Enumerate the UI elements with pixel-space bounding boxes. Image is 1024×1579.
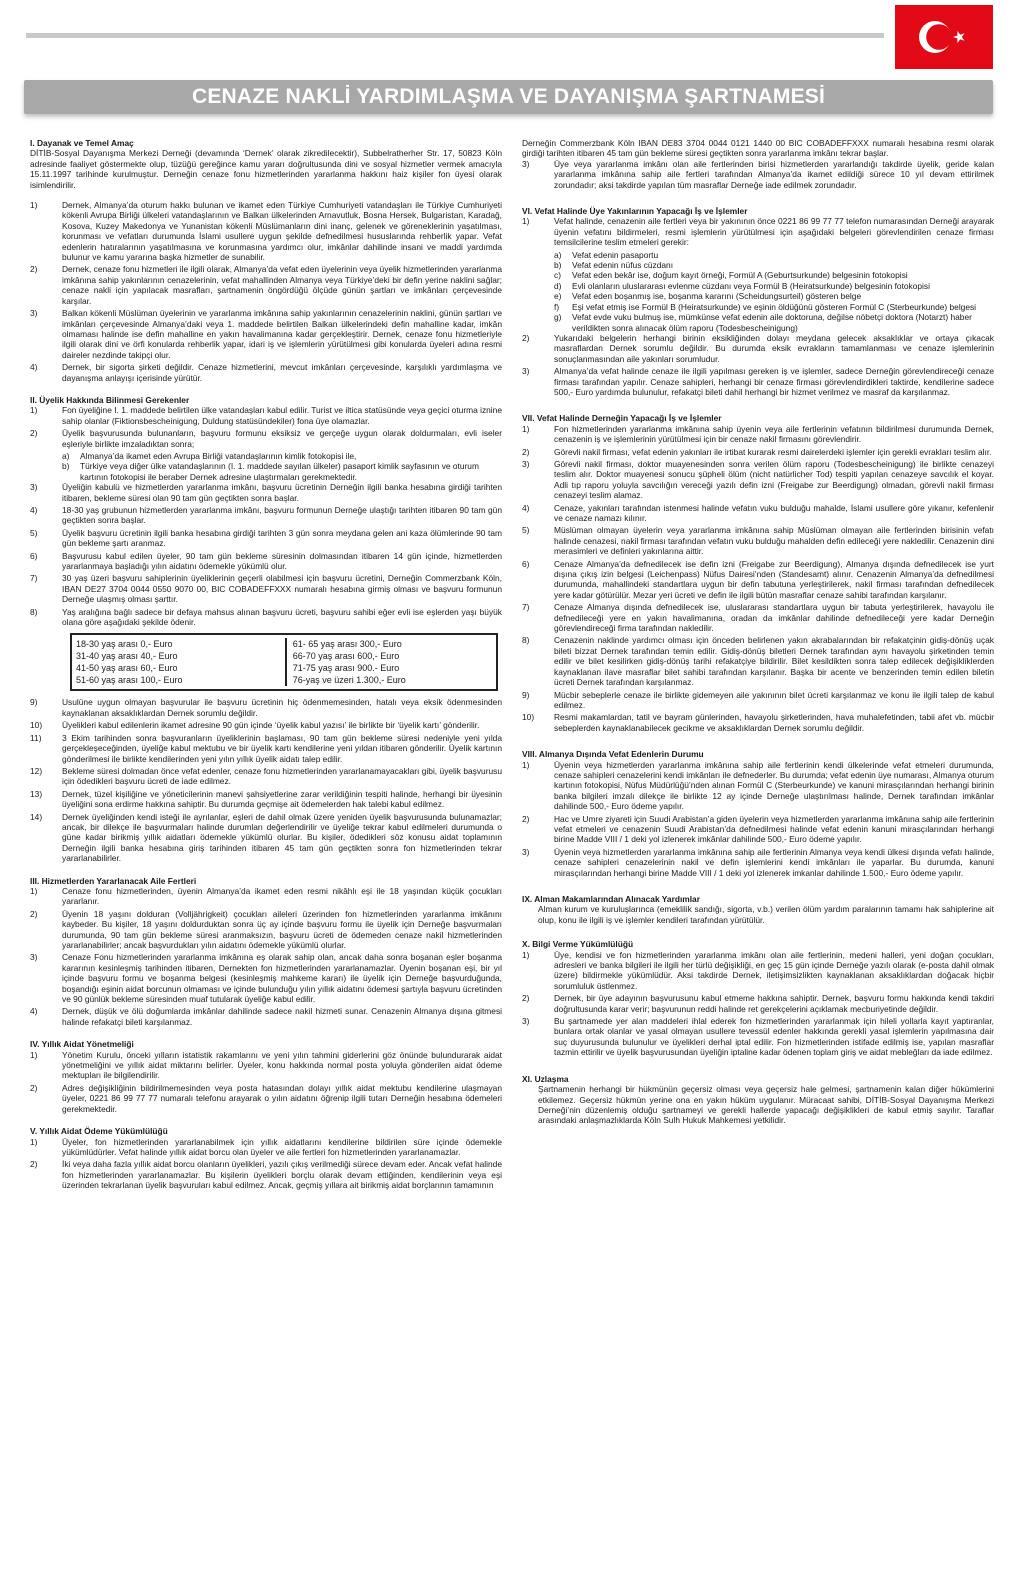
section-2-sublist (30, 451, 502, 482)
list-item (522, 602, 994, 633)
list-item (30, 952, 502, 1004)
item-number: 4) (522, 502, 530, 513)
section-2-list (30, 405, 502, 449)
section-title: IV. Yıllık Aidat Yönetmeliği (30, 1039, 134, 1050)
item-text: Fon üyeliğine I. 1. maddede belirtilen ülke vatandaşları kabul edilir. Turist ve iltica statüsünde veya geçici oturma iznine sahip olanlar (Fiktionsbescheinigung, Duldung statüsündekiler) fona üye olamazlar. (62, 405, 502, 426)
fee-row: 41-50 yaş arası 60,- Euro (76, 663, 178, 674)
item-number: 1) (30, 1136, 38, 1147)
item-text: Dernek üyeliğinden kendi isteği ile ayrılanlar, eşleri de dahil olmak üzere yeniden üyelik başvurusunda bulunamazlar; ancak, bir dilekçe ile başvurmaları halinde durumları değerlendirilir ve üyeliğe tekrar kabul edilmeleri durumunda o güne kadar birikmiş yıllık aidatları ödemekle yükümlü olurlar. Bu kişiler, ödedikleri söz konusu aidat toplamının Derneğin ilgili banka hesabına giriş tarihinden itibaren 45 tam gün geçtikten sonra fon hizmetlerinden tekrar yararlanabilirler. (62, 811, 502, 864)
sub-item (554, 270, 994, 280)
item-number: 3) (30, 952, 38, 963)
item-text: Cenaze Almanya’da defnedilecek ise defin izni (Freigabe zur Beerdigung), Almanya dışında defnedilecek ise yurt dışına çıkış izin belgesi (Leichenpass) Nüfus Dairesi’nden (Standesamt) alınır. Cenazenin Almanya’da defnedilmesi durumunda, mahallindeki standartlara uygun bir defin tabutuna yerleştirilerek, nakil firması tarafından defnedilecek yere kadar götürülür. Mezar yeri ücreti ve defin ile ilgili bütün masraflar cenaze sahibi tarafından karşılanır. (554, 558, 994, 600)
item-number: 2) (522, 332, 530, 343)
item-number: 13) (30, 788, 43, 799)
item-text: Üyelik başvurusunda bulunanların, başvuru formunu eksiksiz ve gerçeğe uygun olarak doldurmaları, evli iseler eşleriyle birlikte imzaladıktan sonra; (62, 428, 502, 449)
item-text: Cenaze Almanya dışında defnedilecek ise, uluslararası standartlara uygun bir tabuta yerleştirilerek, havayolu ile defnedileceği yere en yakın havalimanına, oradan da imkânlar dahilinde defnedileceği yere kadar Derneğin görevlendireceği firma tarafından nakledilir. (554, 602, 994, 634)
section-11-text: Şartnamenin herhangi bir hükmünün geçersiz olması veya geçersiz hale gelmesi, şartnamenin kalan diğer hükümlerini etkilemez. Geçersiz hükmün yerine ona en yakın hüküm uygulanır. Müracaat sahibi, DİTİB-Sosyal Dayanışma Merkezi Derneği’nin düzenlemiş olduğu şartnameyi ve gerekli hallerde yapacağı değişiklikleri de kabul etmiş sayılır. Taraflar arasındaki anlaşmazlıklarda Köln Sulh Hukuk Mahkemesi yetkilidir. (538, 1084, 994, 1126)
item-number: 1) (30, 885, 38, 896)
list-item (30, 362, 502, 383)
list-item (30, 200, 502, 262)
item-text: Balkan kökenli Müslüman üyelerinin ve yararlanma imkânına sahip yakınlarının cenazelerinin naklini, günün şartları ve imkânları çerçevesinde Almanya’daki veya 1. maddede belirtilen Balkan ülkelerindeki defin mahalline kadar, imkân olmaması halinde ise defin mahalline en yakın havalimanına kadar gerçekleştirir. Dernek, cenaze fonu hizmetleriyle ilgili olarak dini ve örfi konularda rehberlik yapar, idari iş ve işlemlerin yürütülmesi gibi konularda üyeleri adına resmi daireler nezdinde takipçi olur. (62, 308, 502, 360)
list-item (522, 635, 994, 687)
sub-item-text: Evli olanların uluslararası evlenme cüzdanı veya Formül B (Heiratsurkunde) belgesinin fotokopisi (572, 280, 930, 291)
item-number: 2) (522, 446, 530, 457)
list-item (30, 720, 502, 730)
sub-item-text: Vefat eden bekâr ise, doğum kayıt örneği, Formül A (Geburtsurkunde) belgesinin fotokopisi (572, 270, 908, 281)
section-1-list (30, 200, 502, 383)
section-5-item-3 (522, 159, 994, 190)
sub-item-letter: c) (554, 270, 561, 281)
item-text: Bekleme süresi dolmadan önce vefat edenler, cenaze fonu hizmetlerinden yararlanamayacakları gibi, üyelik başvurusu için ödedikleri başvuru ücreti de iade edilmez. (62, 765, 502, 787)
item-number: 3) (30, 482, 38, 493)
sub-item-letter: d) (554, 280, 562, 291)
list-item (522, 159, 994, 190)
fee-row: 51-60 yaş arası 100,- Euro (76, 675, 183, 686)
sub-item (554, 291, 994, 301)
list-item (30, 573, 502, 604)
section-3-list (30, 886, 502, 1027)
sub-item-letter: a) (554, 249, 562, 260)
item-text: İki veya daha fazla yıllık aidat borcu olanların üyelikleri, yazılı çıkış verilmediği sürece devam eder. Ancak vefat halinde fon hizmetlerinden yararlanamazlar. Bu kişilerin üyelikleri borçlu olarak devam ettiğinden, kendilerinin veya eşi üzerinden tekrarlanan üyelik başvuruları kabul edilmez. Ancak, geçmiş yıllara ait birikmiş aidat borçlarının tamamının (62, 1159, 502, 1191)
item-number: 1) (522, 949, 530, 960)
sub-item (62, 451, 502, 461)
item-number: 6) (30, 550, 38, 561)
sub-item-text: Vefat evde vuku bulmuş ise, mümkünse vefat edenin aile doktoruna, değilse nöbetçi doktora (Notarzt) haber verildikten sonra alınacak ölüm raporu (Todesbescheinigung) (572, 312, 972, 333)
item-text: Görevli nakil firması, doktor muayenesinden sonra verilen ölüm raporu (Todesbescheinigung) ile birlikte cenazeyi teslim alır. Doktor muayenesi sonucu şüpheli ölüm (nicht natürlicher Tod) tespiti yapılan cenazeye savcılık el koyar. Adli tıp raporu yoluyla savcılığın vereceği yazılı defin izni (Freigabe zur Beerdigung) olmadan, görevli nakil firması cenazeyi teslim alamaz. (554, 458, 994, 501)
item-number: 7) (522, 602, 530, 613)
item-number: 2) (30, 1159, 38, 1170)
item-text: Cenaze, yakınları tarafından istenmesi halinde vefatın vuku bulduğu mahalde, İslami usullere göre yıkanır, kefenlenir ve cenaze namazı kılınır. (554, 502, 994, 523)
item-text: Resmi makamlardan, tatil ve bayram günlerinden, havayolu şirketlerinden, hava muhalefetinden, tabii afet vb. mücbir sebeplerden kaynaklanabilecek gecikme ve aksaklıklardan Dernek sorumlu değildir. (554, 712, 994, 733)
item-number: 11) (30, 732, 42, 743)
sub-item-letter: f) (554, 301, 560, 312)
item-number: 3) (522, 1016, 530, 1027)
section-5-list (30, 1137, 502, 1191)
list-item (30, 733, 502, 764)
list-item (30, 1006, 502, 1027)
section-title: VI. Vefat Halinde Üye Yakınlarının Yapacağı İş ve İşlemler (522, 206, 748, 217)
item-text: Dernek, tüzel kişiliğine ve yöneticilerinin manevi şahsiyetlerine zarar verildiğinin tespiti halinde, herhangi bir üyesinin üyeliğini sona erdirme hakkına sahiptir. Bu durumda geçmişe ait ödemelerden hak talebi kabul edilmez. (62, 788, 502, 810)
fee-column-left (76, 638, 279, 686)
item-text: 30 yaş üzeri başvuru sahiplerinin üyeliklerinin geçerli olabilmesi için başvuru ücretini, Derneğin Commerzbank Köln, IBAN DE27 3704 0044 0550 9070 00, BIC COBADEFFXXX numaralı hesabına girmiş olması ve başvuru formunun Derneğe ulaşmış olması şarttır. (62, 573, 502, 605)
sub-item-letter: b) (62, 461, 70, 472)
item-number: 8) (522, 635, 530, 646)
item-text: Dernek, Almanya’da oturum hakkı bulunan ve ikamet eden Türkiye Cumhuriyeti vatandaşları ile Türkiye Cumhuriyeti kökenli Avrupa Birliği ülkeleri vatandaşlarının ve Balkan ülkelerinden Arnavutluk, Bosna Hersek, Bulgaristan, Karadağ, Kosova, Kuzey Makedonya ve Yunanistan kökenli Müslümanların dini inanç, gelenek ve göreneklerinin yaşatılması, korunması ve vefatları durumunda İslami usullere uygun şekilde defnedilmesi hususlarında rehberlik yapar. Vefat edenlerin hatıralarının yaşatılmasına ve korunmasına yardımcı olur, imkânlar dahilinde insani ve maddi yardımda bulunur ve kamu yararına başka hizmetler de sunabilir. (62, 200, 502, 263)
list-item (522, 559, 994, 601)
item-text: Üyelik başvuru ücretinin ilgili banka hesabına girdiği tarihten 3 gün sonra meydana gelen ani kaza ölümlerinde 90 tam gün bekleme şartı aranmaz. (62, 527, 502, 549)
item-number: 1) (522, 423, 530, 434)
item-text: Görevli nakil firması, vefat edenin yakınları ile irtibat kurarak resmi dairelerdeki işlemler için gerekli evrakları teslim alır. (554, 446, 992, 457)
item-number: 2) (30, 264, 38, 275)
list-item (30, 886, 502, 907)
list-item (30, 1137, 502, 1158)
item-text: Cenazenin naklinde yardımcı olması için önceden belirlenen yakın akrabalarından bir refakatçinin gidiş-dönüş uçak bileti bizzat Dernek tarafından temin edilir. Gidiş-dönüş biletleri Dernek tarafından aynı havayolu şirketinden temin edilir ve bilet kesilirken gidiş-dönüş tarihi refakatçiye bildirilir. Bilet kesildikten sonra talep edilecek değişikliklerden kaynaklanan ilave masraflar bilet sahibi tarafından karşılanır. Başka bir acente ve benzerinden temin edilen biletin ücreti Dernek tarafından karşılanmaz. (554, 635, 994, 688)
sub-item-text: Vefat eden boşanmış ise, boşanma kararını (Scheidungsurteil) gösteren belge (572, 291, 862, 302)
item-text: Cenaze Fonu hizmetlerinden yararlanma imkânına eş olarak sahip olan, ancak daha sonra boşanan eşler boşanma kararının kesinleşmiş tarihinden itibaren, Dernekten fon hizmetlerinden yararlanamazlar. Üyenin boşanan eşi, bir yıl içinde başvuru formu ve boşanma belgesi (kesinleşmiş mahkeme kararı) ile üyelik için Derneğe başvurduğunda, boşandığı eşinin aidat borcunun olmaması ve içinde bulunduğu yılın yıllık aidatını ödemesi şartıyla başvuru ücretinden ve 90 günlük bekleme süresinden muaf tutularak üyeliğe kabul edilir. (62, 952, 502, 1005)
sub-item-text: Almanya’da ikamet eden Avrupa Birliği vatandaşlarının kimlik fotokopisi ile, (80, 450, 357, 461)
item-number: 5) (30, 527, 38, 538)
item-number: 1) (522, 216, 530, 227)
section-title: IX. Alman Makamlarından Alınacak Yardımlar (522, 894, 700, 904)
item-text: Üyenin veya hizmetlerden yararlanma imkânına sahip aile fertlerinin kendi ülkelerinde vefat etmeleri durumunda, cenaze sahipleri cenazelerini kendi imkânları ile defnederler. Bu durumda; vefat edenin üye numarası, Almanya oturum kartının fotokopisi, Nüfus Müdürlüğü’nden alınan Formül C (Sterbeurkunde) ve kanuni mirasçılarından herhangi birinin banka bilgileri imzalı dilekçe ile birlikte 12 ay içinde Derneğe ulaştırılması halinde, Dernek tarafından imkânlar dahilinde 500,- Euro ödeme yapılır. (554, 759, 994, 812)
section-2-list-c (30, 697, 502, 863)
item-text: Hac ve Umre ziyareti için Suudi Arabistan’a giden üyelerin veya hizmetlerden yararlanma imkânına sahip aile fertlerinin vefat etmeleri ve cenazenin Suudi Arabistan’da defnedilmesi halinde vefat edenin kanuni mirasçılarından herhangi birine Madde VIII / 1 deki yol izlenerek imkânlar dahilinde 500,- Euro ödeme yapılır. (554, 813, 994, 845)
list-item (522, 760, 994, 812)
item-text: Üyeliğin kabulü ve hizmetlerden yararlanma imkânı, başvuru ücretinin Derneğin ilgili banka hesabına girdiği tarihten itibaren, bekleme süresi olan 90 tam gün geçtikten sonra başlar. (62, 482, 502, 503)
fee-row: 18-30 yaş arası 0,- Euro (76, 639, 173, 650)
item-text: Usulüne uygun olmayan başvurular ile başvuru ücretinin hiç ödenmemesinden, hatalı veya eksik ödenmesinden kaynaklanan aksaklıklardan Dernek sorumlu değildir. (62, 697, 502, 718)
section-8-list (522, 760, 994, 878)
section-title: VIII. Almanya Dışında Vefat Edenlerin Durumu (522, 749, 704, 760)
fee-row: 66-70 yaş arası 600,- Euro (292, 651, 400, 662)
item-text: Üyenin 18 yaşını dolduran (Volljährigkeit) çocukları aileleri üzerinden fon hizmetlerinden yararlanma imkânını kaybeder. Bu kişiler, 18 yaşını doldurduktan sonra üç ay içinde başvuru formu ile üyelik için Derneğe başvurmaları durumunda, 90 tam gün bekleme süresi aranmaksızın, başvuru ücreti de ödemeden cenaze nakil hizmetlerinden yararlanabilirler; ancak başvurdukları yılın aidatını ödemekle yükümlü olurlar. (62, 908, 502, 950)
list-item (30, 528, 502, 549)
item-text: Bu şartnamede yer alan maddeleri ihlal ederek fon hizmetlerinden yararlanmak için hileli yollarla kayıt yaptıranlar, bunlara ortak olanlar ve yasal olmayan usullere tevessül edenler hakkında gerekli yasal işlemlerin yapılmasına dair suç duyurusunda bulunulur ve üyelikleri derhal iptal edilir. Fon hizmetlerinden istifade edilmiş ise, yapılan masraflar tazmin ettirilir ve üyelik başvurusundan üyeliğin iptaline kadar ödenen toplam giriş ve aidat mebleğları da iade edilmez. (554, 1016, 994, 1058)
page-title: CENAZE NAKLİ YARDIMLAŞMA VE DAYANIŞMA ŞARTNAMESİ (191, 85, 826, 108)
list-item (30, 909, 502, 951)
right-column (522, 138, 994, 1126)
continued-paragraph: Derneğin Commerzbank Köln IBAN DE83 3704 0044 0121 1440 00 BIC COBADEFFXXX numaralı hesabına resmi olarak girdiği tarihten itibaren 45 tam gün bekleme süresi geçtikten sonra yararlanma imkânı tekrar başlar. (522, 138, 994, 159)
section-10-list (522, 950, 994, 1058)
sub-item-letter: e) (554, 291, 562, 302)
item-text: Üye, kendisi ve fon hizmetlerinden yararlanma imkânı olan aile fertlerinin, medeni halleri, yeni doğan çocukları, adresleri ve banka bilgileri ile ilgili her türlü değişikliği, en geç 15 gün içinde Derneğe yazılı olarak (e-posta dahil olmak üzere) bildirmekle yükümlüdür. Aksi takdirde Dernek, iletişimsizlikten kaynaklanan aksaklıklardan doğacak hiçbir sorumluluk üstlenmez. (554, 949, 994, 991)
turkey-flag-icon (895, 5, 993, 69)
sub-item (62, 461, 502, 482)
item-text: Üyenin veya hizmetlerden yararlanma imkânına sahip aile fertlerinin Almanya veya kendi ülkesi dışında vefatı halinde, cenaze sahipleri cenazelerinin nakil ve defin işlemlerini kendi imkânları ile yaparlar. Bu durumda, kanuni mirasçılarından herhangi birine Madde VIII / 1 deki yol izlenerek imkanlar dahilinde 1.500,- Euro ödeme yapılır. (554, 846, 994, 878)
list-item (522, 459, 994, 501)
section-9-text: Alman kurum ve kuruluşlarınca (emeklilik sandığı, sigorta, v.b.) verilen ölüm yardım paralarının tamamı hak sahiplerine ait olup, konu ile ilgili iş ve işlemler kendileri tarafından yürütülür. (538, 904, 994, 925)
item-text: Yaş aralığına bağlı sadece bir defaya mahsus alınan başvuru ücreti, başvuru sahibi eğer evli ise eşlerden yaşı büyük olana göre aşağıdaki şekilde ödenir. (62, 606, 502, 628)
list-item (30, 505, 502, 526)
sub-item-text: Eşi vefat etmiş ise Formül B (Heiratsurkunde) ve eşinin öldüğünü gösteren Formül C (Sterbeurkunde) belgesi (572, 301, 977, 312)
item-number: 4) (30, 362, 38, 373)
fee-column-right (293, 638, 496, 686)
sub-item (554, 312, 994, 333)
list-item (30, 812, 502, 864)
sub-item-letter: a) (62, 450, 70, 461)
item-text: Üyelikleri kabul edilenlerin ikamet adresine 90 gün içinde ‘üyelik kabul yazısı’ ile birlikte bir ‘üyelik kartı’ gönderilir. (62, 720, 480, 731)
item-text: Dernek, düşük ve ölü doğumlarda imkânlar dahilinde sadece nakil hizmeti sunar. Cenazenin Almanya dışına gitmesi halinde refakatçi bileti karşılanmaz. (62, 1006, 502, 1027)
list-item (522, 690, 994, 711)
intro-paragraph: DİTİB-Sosyal Dayanışma Merkezi Derneği (devamında ‘Dernek’ olarak zikredilecektir), Subbelratherher Str. 17, 50823 Köln adresinde faaliyet göstermekte olup, tüzüğü gereğince kamu yararı doğrultusunda dini ve sosyal hizmetler vermek amacıyla 15.11.1997 tarihinde kurulmuştur. Derneğin cenaze fonu hizmetlerinden yararlanma hakkını haiz kişiler fon üyesi olarak isimlendirilir. (30, 148, 502, 190)
item-text: 18-30 yaş grubunun hizmetlerden yararlanma imkânı, başvuru formunun Derneğe ulaştığı tarihten itibaren 90 tam gün geçtikten sonra başlar. (62, 505, 502, 526)
section-6-item-1 (522, 216, 994, 247)
item-text: Mücbir sebeplerle cenaze ile birlikte gidemeyen aile yakınının bilet ücreti karşılanmaz ve konu ile ilgili talep de kabul edilmez. (554, 689, 994, 710)
list-item (522, 424, 994, 445)
section-title: III. Hizmetlerden Yararlanacak Aile Fertleri (30, 875, 197, 886)
item-text: Yönetim Kurulu, önceki yılların istatistik rakamlarını ve yeni yılın tahmini giderlerini göz önünde bulundurarak aidat yönetmeliğini ve yıllık aidat miktarını belirler. Üyeler, konu hakkında normal posta yoluyla gönderilen aidat ödeme mektupları ile bilgilendirilir. (62, 1049, 502, 1081)
top-rule (26, 33, 884, 38)
item-text: 3 Ekim tarihinden sonra başvuranların üyeliklerinin başlaması, 90 tam gün bekleme süresi nedeniyle yeni yılda gerçekleşeceğinden, üyeliğe kabul mektubu ve bir üyelik kartı kendilerine yeni yıldan itibaren gönderilir. Üyelik kartının gönderilmesi ile birlikte kendilerinden yeni yılın yıllık üyelik aidatı talep edilir. (62, 732, 502, 764)
item-text: Dernek, cenaze fonu hizmetleri ile ilgili olarak, Almanya’da vefat eden üyelerinin veya üyelik hizmetlerinden yararlanma imkânına sahip yakınlarının cenazelerinin, vefat mahallinden Almanya veya Türkiye’deki bir defin yerine naklini sağlar; cenaze nakli için yapılacak masrafları, şartnamenin öngördüğü ölçüde günün şartları ve imkânları çerçevesinde karşılar. (62, 264, 502, 306)
item-text: Fon hizmetlerinden yararlanma imkânına sahip üyenin veya aile fertlerinin vefatının bildirilmesi durumunda Dernek, cenazenin iş ve işlemlerinin yürütülmesi için bir cenaze nakil firmasını görevlendirir. (554, 423, 994, 445)
list-item (522, 950, 994, 992)
list-item (522, 366, 994, 397)
list-item (522, 814, 994, 845)
list-item (30, 697, 502, 718)
section-title: VII. Vefat Halinde Derneğin Yapacağı İş ve İşlemler (522, 413, 722, 424)
section-6-list (522, 333, 994, 397)
item-number: 2) (30, 908, 38, 919)
list-item (30, 308, 502, 360)
list-item (522, 503, 994, 524)
list-item (30, 551, 502, 572)
section-title: XI. Uzlaşma (522, 1073, 569, 1084)
fee-row: 71-75 yaş arası 900.- Euro (292, 663, 400, 674)
list-item (522, 216, 994, 247)
list-item (522, 847, 994, 878)
fee-row: 31-40 yaş arası 40,- Euro (76, 651, 178, 662)
list-item (30, 264, 502, 306)
sub-item-letter: b) (554, 260, 562, 271)
item-text: Dernek, bir sigorta şirketi değildir. Cenaze hizmetlerini, mevcut imkânları çerçevesinde, karşılıklı yardımlaşma ve dayanışma anlayışı içerisinde yürütür. (62, 362, 502, 383)
item-number: 2) (522, 993, 530, 1004)
list-item (522, 333, 994, 364)
sub-item-text: Türkiye veya diğer ülke vatandaşlarının (I. 1. maddede sayılan ülkeler) pasaport kimlik sayfasının ve oturum kartının fotokopisi ile beraber Dernek adresine ulaştırmaları gerekmektedir. (80, 461, 479, 482)
list-item (30, 789, 502, 810)
item-text: Müslüman olmayan üyelerin veya yararlanma imkânına sahip Müslüman olmayan aile fertlerinden birisinin vefatı halinde cenazesi, nakil firması tarafından vefatın vuku bulduğu mahalden defin edileceği yere nakledilir. Cenazenin dini merasimleri ve definleri yakınlarına aittir. (554, 525, 994, 557)
list-item (30, 607, 502, 628)
sub-item (554, 281, 994, 291)
item-number: 3) (522, 366, 530, 377)
item-number: 9) (30, 697, 38, 708)
sub-item (554, 250, 994, 260)
item-number: 2) (522, 813, 530, 824)
item-number: 4) (30, 1006, 38, 1017)
list-item (522, 525, 994, 556)
item-number: 6) (522, 558, 530, 569)
item-number: 10) (522, 712, 535, 723)
fee-row: 76-yaş ve üzeri 1.300,- Euro (292, 675, 406, 686)
item-number: 12) (30, 765, 43, 776)
list-item (30, 1083, 502, 1114)
list-item (522, 712, 994, 733)
item-number: 5) (522, 525, 530, 536)
item-number: 10) (30, 720, 43, 731)
item-number: 2) (30, 1082, 38, 1093)
item-number: 1) (30, 405, 38, 416)
item-text: Cenaze fonu hizmetlerinden, üyenin Almanya’da ikamet eden resmi nikâhlı eşi ile 18 yaşından küçük çocukları yararlanır. (62, 885, 502, 907)
list-item (30, 405, 502, 426)
item-text: Adres değişikliğinin bildirilmemesinden veya posta hatasından dolayı yıllık aidat mektubu kendilerine ulaşmayan üyeler, 0221 86 99 77 77 numaralı telefonu arayarak o yılın aidatını öğrenip ilgili tutarı Derneğin hesabına ödemeleri gerekmektedir. (62, 1082, 502, 1114)
item-number: 3) (522, 158, 530, 169)
sub-item-text: Vefat edenin pasaportu (572, 249, 659, 260)
item-number: 8) (30, 606, 38, 617)
item-text: Başvurusu kabul edilen üyeler, 90 tam gün bekleme süresinin dolmasından itibaren 14 gün içinde, hizmetlerden yararlanmaya başladığı yılın aidatını ödemekle yükümlü olur. (62, 550, 502, 572)
section-title: I. Dayanak ve Temel Amaç (30, 138, 134, 148)
item-text: Vefat halinde, cenazenin aile fertleri veya bir yakınının önce 0221 86 99 77 77 telefon numarasından Derneği arayarak üyenin vefatını bildirmeleri, resmi işlemlerin yürütülmesi için aşağıdaki belgeleri görevlendirilen cenaze firması temsilcilerine teslim etmeleri gerekir: (554, 216, 994, 248)
section-4-list (30, 1050, 502, 1114)
list-item (30, 766, 502, 787)
section-6-sublist (522, 250, 994, 333)
item-number: 1) (30, 200, 38, 211)
list-item (30, 428, 502, 449)
item-number: 9) (522, 689, 530, 700)
item-number: 1) (522, 759, 530, 770)
fee-table (70, 633, 498, 691)
sub-item-letter: g) (554, 312, 562, 323)
item-number: 14) (30, 811, 43, 822)
sub-item (554, 260, 994, 270)
item-number: 7) (30, 573, 38, 584)
item-number: 2) (30, 428, 38, 439)
sub-item-text: Vefat edenin nüfus cüzdanı (572, 260, 674, 271)
left-column (30, 138, 502, 1193)
item-text: Almanya’da vefat halinde cenaze ile ilgili yapılması gereken iş ve işlemler, sadece Derneğin görevlendireceği cenaze firması tarafından yapılır. Cenaze sahipleri, herhangi bir cenaze firması görevlendirdikleri taktirde, kendilerine sadece 500,- Euro yardımda bulunulur, refakatçi bileti dahil herhangi bir hizmet verilmez ve masraf da karşılanmaz. (554, 366, 994, 397)
fee-row: 61- 65 yaş arası 300,- Euro (292, 639, 402, 650)
list-item (522, 447, 994, 457)
section-2-list-b (30, 482, 502, 627)
item-text: Dernek, bir üye adayının başvurusunu kabul etmeme hakkına sahiptir. Dernek, başvuru formu hakkında kendi takdiri doğrultusunda karar verir; başvurunun reddi halinde ret gerekçelerini açıklamak mecburiyetinde değildir. (554, 993, 994, 1014)
section-7-list (522, 424, 994, 733)
item-text: Üye veya yararlanma imkânı olan aile fertlerinden birisi hizmetlerden yararlandığı takdirde üyelik, geride kalan yararlanma imkânına sahip aile fertleri tarafından Almanya’da ikamet edildiği sürece 10 yıl devam ettirilmek zorundadır; aksi takdirde yapılan tüm masraflar Derneğe iade edilmek zorundadır. (554, 158, 994, 190)
item-number: 3) (30, 308, 38, 319)
list-item (522, 993, 994, 1014)
list-item (30, 482, 502, 503)
sub-item (554, 302, 994, 312)
item-number: 3) (522, 458, 530, 469)
item-number: 3) (522, 846, 530, 857)
item-number: 4) (30, 505, 38, 515)
section-title: II. Üyelik Hakkında Bilinmesi Gerekenler (30, 394, 190, 405)
list-item (30, 1050, 502, 1081)
section-title: V. Yıllık Aidat Ödeme Yükümlülüğü (30, 1126, 168, 1137)
item-text: Üyeler, fon hizmetlerinden yararlanabilmek için yıllık aidatlarını kendilerine bildirilen süre içinde ödemekle yükümlüdürler. Vefat halinde yıllık aidat borcu olan üyeler ve aile fertleri fon hizmetlerinden yararlanamazlar. (62, 1136, 502, 1157)
item-number: 1) (30, 1049, 38, 1060)
list-item (30, 1159, 502, 1190)
list-item (522, 1016, 994, 1058)
section-title: X. Bilgi Verme Yükümlülüğü (522, 939, 634, 950)
item-text: Yukarıdaki belgelerin herhangi birinin eksikliğinden dolayı meydana gelecek aksaklıklar ve ortaya çıkacak masraflardan Dernek sorumlu değildir. Bu durumda eksik evrakların tamamlanması ve cenaze işlemlerinin sonuçlanmasından aile yakınları sorumludur. (554, 332, 994, 364)
